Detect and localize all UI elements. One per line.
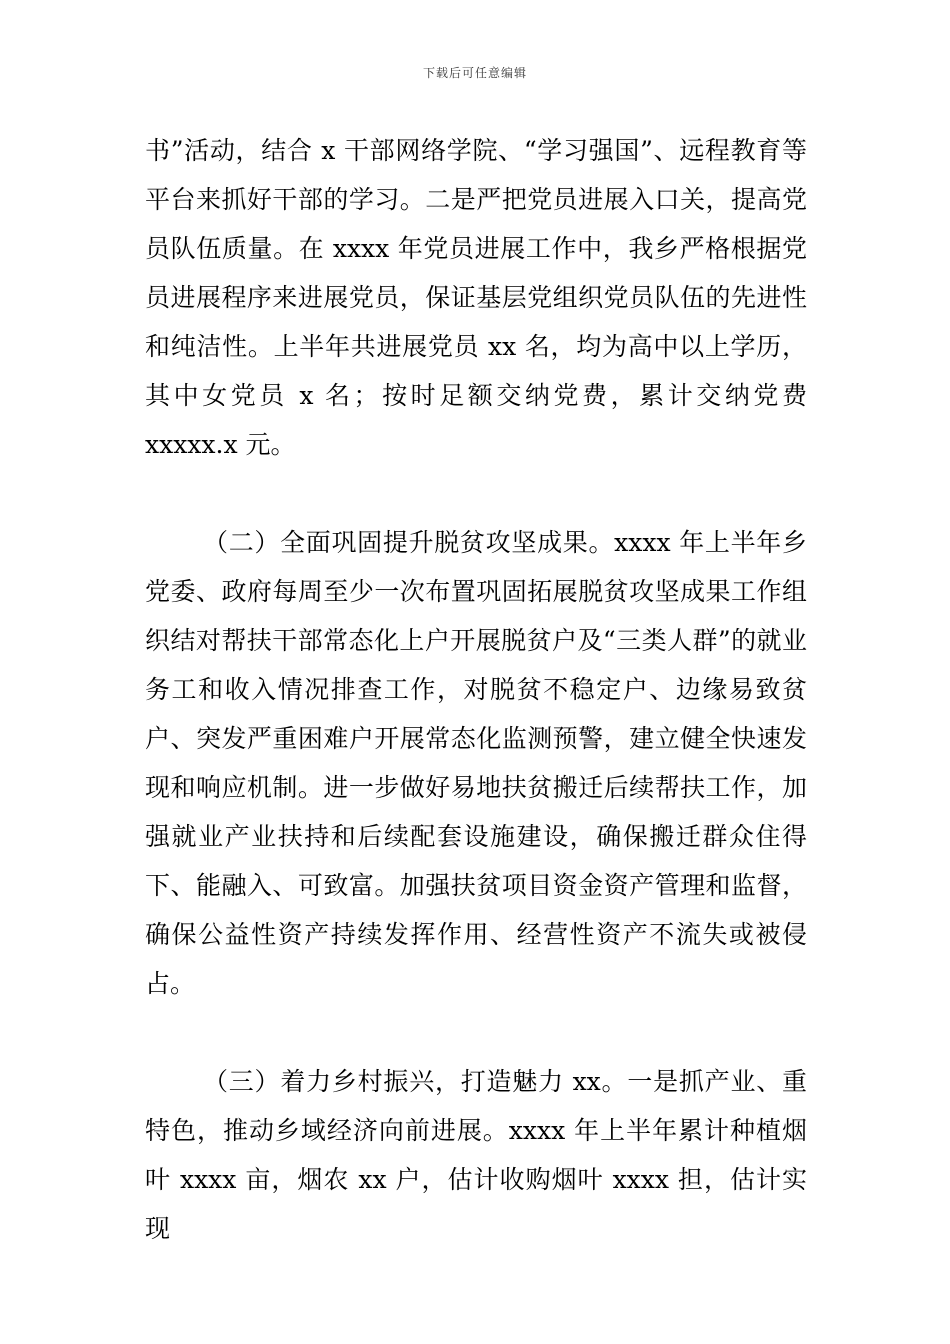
page-header: 下载后可任意编辑 (422, 66, 527, 80)
document-body (145, 126, 807, 1253)
paragraph-gap (145, 469, 807, 518)
paragraph-rural-revitalization: （三）着力乡村振兴，打造魅力 xx。一是抓产业、重特色，推动乡域经济向前进展。xxxx 年上半年累计种植烟叶 xxxx 亩，烟农 xx 户，估计收购烟叶 xxxx 担，估计实现 (145, 1067, 807, 1243)
paragraph-party-building: 书”活动，结合 x 干部网络学院、“学习强国”、远程教育等平台来抓好干部的学习。二是严把党员进展入口关，提高党员队伍质量。在 xxxx 年党员进展工作中，我乡严格根据党员进展程序来进展党员，保证基层党组织党员队伍的先进性和纯洁性。上半年共进展党员 xx 名，均为高中以上学历，其中女党员 x 名；按时足额交纳党费，累计交纳党费xxxxx.x 元。 (145, 136, 807, 459)
paragraph-gap (145, 1008, 807, 1057)
paragraph-poverty-alleviation: （二）全面巩固提升脱贫攻坚成果。xxxx 年上半年乡党委、政府每周至少一次布置巩固拓展脱贫攻坚成果工作组织结对帮扶干部常态化上户开展脱贫户及“三类人群”的就业务工和收入情况排查工作，对脱贫不稳定户、边缘易致贫户、突发严重困难户开展常态化监测预警，建立健全快速发现和响应机制。进一步做好易地扶贫搬迁后续帮扶工作，加强就业产业扶持和后续配套设施建设，确保搬迁群众住得下、能融入、可致富。加强扶贫项目资金资产管理和监督，确保公益性资产持续发挥作用、经营性资产不流失或被侵占。 (145, 528, 807, 998)
